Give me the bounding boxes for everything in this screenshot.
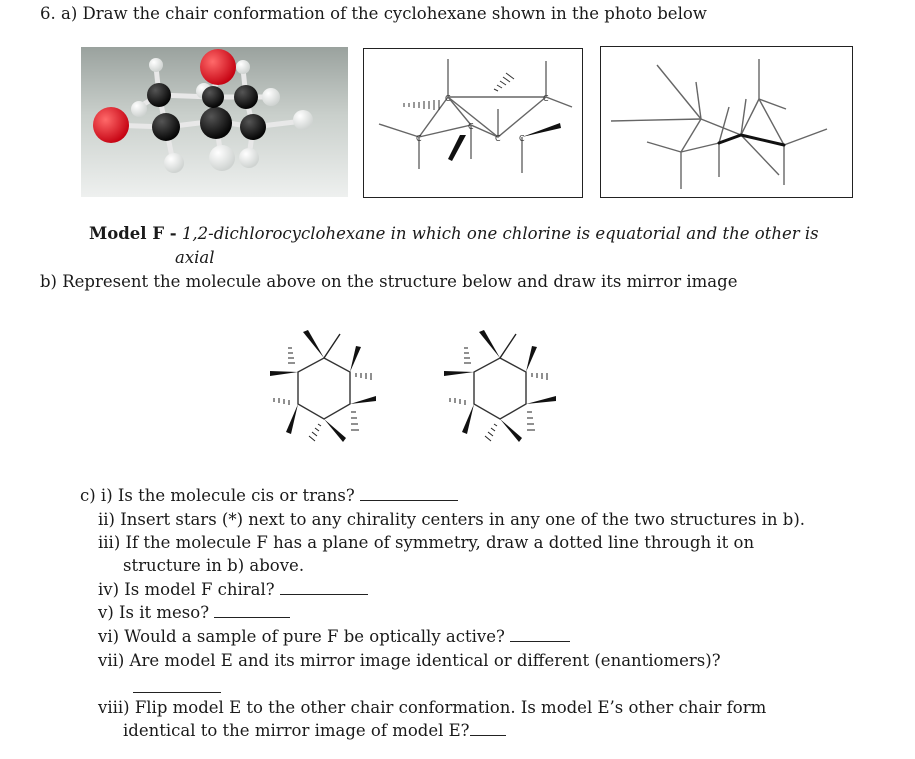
hexagon-structure-left — [268, 328, 380, 446]
question-c-iv: iv) Is model F chiral? — [98, 580, 368, 600]
molecule-photo — [81, 47, 348, 197]
model-caption — [89, 224, 819, 244]
question-b: b) Represent the molecule above on the structure below and draw its mirror image — [40, 272, 738, 291]
question-c-iii-cont: structure in b) above. — [123, 556, 305, 575]
atom-label: C — [445, 94, 451, 103]
question-c-v: v) Is it meso? — [98, 603, 290, 623]
question-c-iii: iii) If the molecule F has a plane of symmetry, draw a dotted line through it on — [98, 533, 755, 552]
model-description: 1,2-dichlorocyclohexane in which one chlorine is equatorial and the other is — [181, 224, 819, 243]
chair-template-box — [363, 48, 583, 198]
hexagon-structure-right — [442, 328, 560, 446]
svg-text:C: C — [468, 122, 474, 131]
question-a: 6. a) Draw the chair conformation of the cyclohexane shown in the photo below — [40, 4, 707, 23]
svg-text:C: C — [543, 94, 549, 103]
svg-text:C: C — [519, 134, 525, 143]
question-c-ii: ii) Insert stars (*) next to any chirality centers in any one of the two structures in b). — [98, 510, 806, 529]
model-description-cont: axial — [175, 248, 215, 267]
question-c-i: c) i) Is the molecule cis or trans? — [80, 486, 458, 506]
model-label: Model F - — [89, 224, 177, 243]
chair-skeleton-box — [600, 46, 853, 198]
answer-blank-c-i[interactable] — [360, 486, 458, 501]
answer-blank-c-v[interactable] — [214, 603, 290, 618]
answer-blank-c-vii[interactable] — [133, 678, 221, 693]
answer-blank-c-vi[interactable] — [510, 627, 570, 642]
question-c-viii: viii) Flip model E to the other chair conformation. Is model E’s other chair form — [98, 698, 767, 717]
question-c-viii-cont: identical to the mirror image of model E? — [123, 721, 506, 741]
answer-blank-c-viii[interactable] — [470, 721, 506, 736]
svg-text:C: C — [495, 134, 501, 143]
question-c-vi: vi) Would a sample of pure F be optically active? — [98, 627, 570, 647]
question-c-vii: vii) Are model E and its mirror image identical or different (enantiomers)? — [98, 651, 721, 670]
answer-blank-c-iv[interactable] — [280, 580, 368, 595]
svg-text:C: C — [416, 134, 422, 143]
